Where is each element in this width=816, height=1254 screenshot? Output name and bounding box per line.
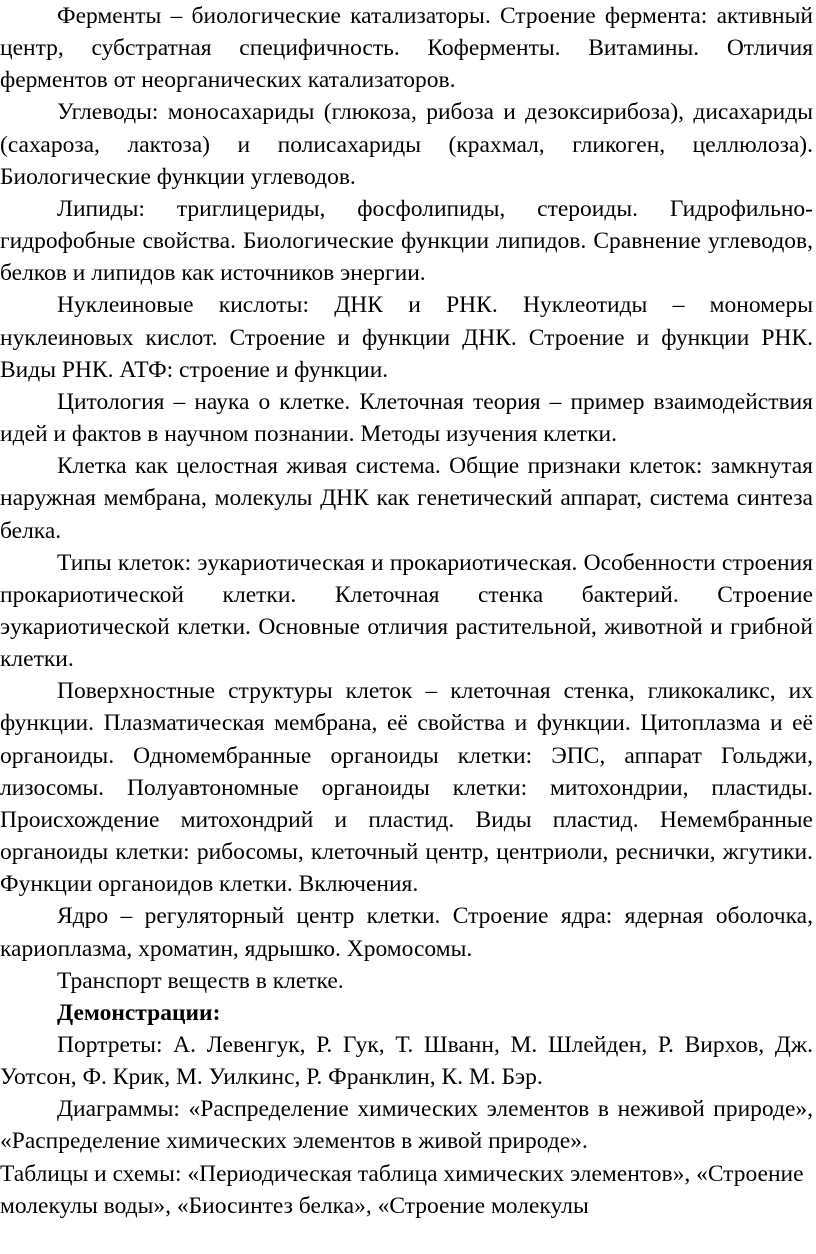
paragraph-cell-types: Типы клеток: эукариотическая и прокариотическая. Особенности строения прокариотической клетки. Клеточная стенка бактерий. Строение эукариотической клетки. Основные отличия растительной, животной и грибной клетки. [0,549,813,673]
paragraph-organelles: Поверхностные структуры клеток – клеточная стенка, гликокаликс, их функции. Плазматическая мембрана, её свойства и функции. Цитоплазма и её органоиды. Одномембранные органоиды клетки: ЭПС, аппарат Гольджи, лизосомы. Полуавтономные органоиды клетки: митохондрии, пластиды. Происхождение митохондрий и пластид. Виды пластид. Немембранные органоиды клетки: рибосомы, клеточный центр, центриоли, реснички, жгутики. Функции органоидов клетки. Включения. [0,678,813,898]
paragraph-enzymes: Ферменты – биологические катализаторы. Строение фермента: активный центр, субстратная специфичность. Коферменты. Витамины. Отличия ферментов от неорганических катализаторов. [0,3,813,94]
paragraph-transport: Транспорт веществ в клетке. [57,967,344,994]
paragraph-diagrams: Диаграммы: «Распределение химических элементов в неживой природе», «Распределение химических элементов в живой природе». [0,1096,813,1155]
paragraph-cell-system: Клетка как целостная живая система. Общие признаки клеток: замкнутая наружная мембрана, молекулы ДНК как генетический аппарат, система синтеза белка. [0,453,813,544]
heading-demonstrations: Демонстрации: [57,999,221,1026]
paragraph-cytology: Цитология – наука о клетке. Клеточная теория – пример взаимодействия идей и фактов в научном познании. Методы изучения клетки. [0,388,813,448]
paragraph-tables-schemes: Таблицы и схемы: «Периодическая таблица химических элементов», «Строение молекулы воды», «Биосинтез белка», «Строение молекулы [0,1160,804,1219]
paragraph-carbohydrates: Углеводы: моносахариды (глюкоза, рибоза и дезоксирибоза), дисахариды (сахароза, лактоза) и полисахариды (крахмал, гликоген, целлюлоза). Биологические функции углеводов. [0,99,813,190]
paragraph-nucleus: Ядро – регуляторный центр клетки. Строение ядра: ядерная оболочка, кариоплазма, хроматин, ядрышко. Хромосомы. [0,903,813,962]
paragraph-lipids: Липиды: триглицериды, фосфолипиды, стероиды. Гидрофильно-гидрофобные свойства. Биологические функции липидов. Сравнение углеводов, белков и липидов как источников энергии. [0,195,813,287]
paragraph-nucleic-acids: Нуклеиновые кислоты: ДНК и РНК. Нуклеотиды – мономеры нуклеиновых кислот. Строение и функции ДНК. Строение и функции РНК. Виды РНК. АТФ: строение и функции. [0,292,813,383]
paragraph-portraits: Портреты: А. Левенгук, Р. Гук, Т. Шванн, М. Шлейден, Р. Вирхов, Дж. Уотсон, Ф. Крик, М. Уилкинс, Р. Франклин, К. М. Бэр. [0,1032,813,1091]
